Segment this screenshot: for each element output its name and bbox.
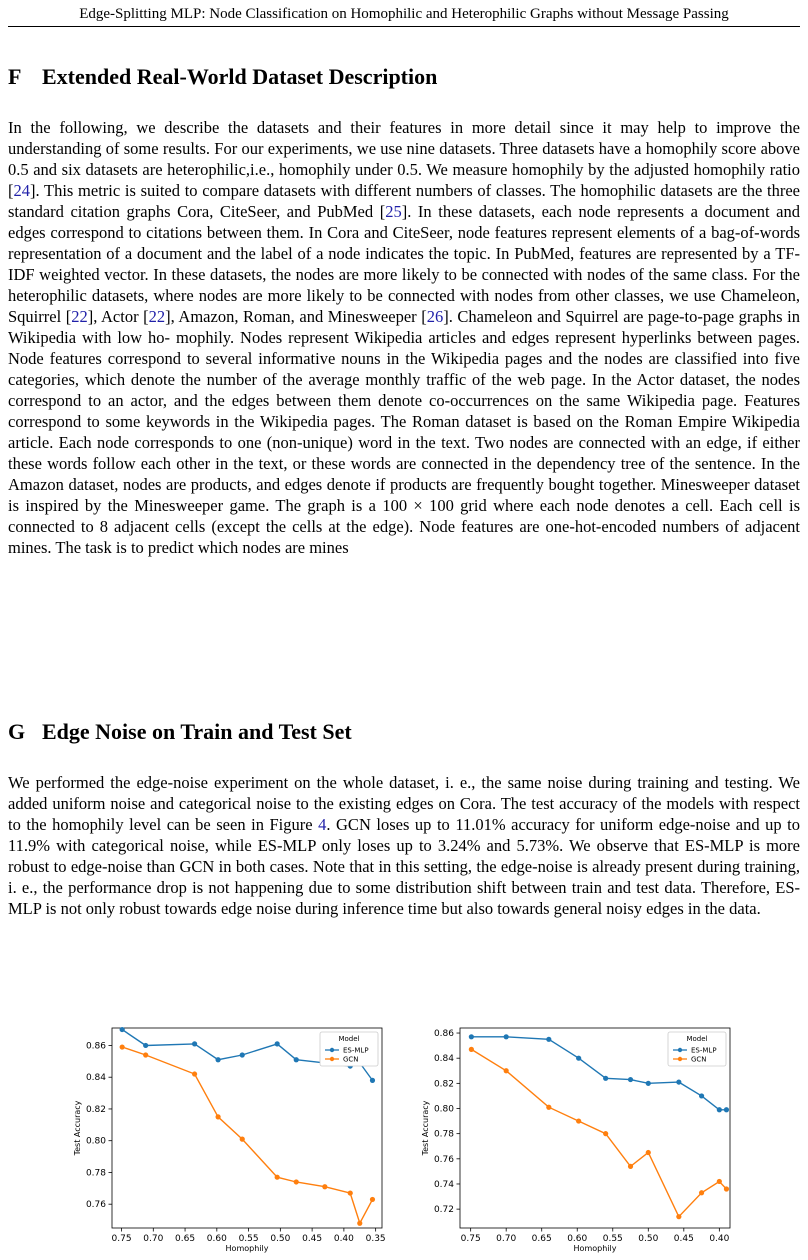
- x-tick-label: 0.50: [270, 1234, 291, 1244]
- x-tick-label: 0.50: [638, 1234, 659, 1244]
- data-point: [504, 1068, 509, 1073]
- data-point: [724, 1186, 729, 1191]
- y-tick-label: 0.82: [85, 1104, 106, 1115]
- data-point: [504, 1034, 509, 1039]
- series-line: [122, 1047, 372, 1223]
- y-tick-label: 0.78: [85, 1168, 106, 1179]
- data-point: [275, 1041, 280, 1046]
- x-tick-label: 0.40: [709, 1234, 730, 1244]
- y-axis-label: Test Accuracy: [73, 1100, 82, 1156]
- x-tick-label: 0.35: [365, 1234, 386, 1244]
- y-tick-label: 0.72: [433, 1205, 454, 1216]
- data-point: [628, 1164, 633, 1169]
- data-point: [215, 1057, 220, 1062]
- x-tick-label: 0.55: [602, 1234, 623, 1244]
- text-run: In the following, we describe the datasets and their features in more detail since it may help to improve the understanding of some results. For our experiments, we use nine datasets. Three datasets have a homophily score above 0.5 and six datasets are heterophilic,i.e., homophily under 0.5. We measure homophily by the adjusted homophily ratio: [8, 118, 800, 179]
- data-point: [603, 1076, 608, 1081]
- data-point: [357, 1221, 362, 1226]
- y-tick-label: 0.84: [433, 1054, 454, 1065]
- section-g-heading: [8, 718, 352, 746]
- y-tick-label: 0.74: [433, 1179, 454, 1190]
- x-axis-label: Homophily: [573, 1244, 617, 1253]
- data-point: [576, 1118, 581, 1123]
- section-f-title: Extended Real-World Dataset Description: [42, 64, 438, 89]
- y-tick-label: 0.78: [433, 1129, 454, 1140]
- legend-entry: ES-MLP: [343, 1046, 369, 1055]
- data-point: [699, 1190, 704, 1195]
- x-tick-label: 0.45: [673, 1234, 694, 1244]
- section-f-heading: [8, 63, 437, 91]
- y-tick-label: 0.86: [433, 1029, 454, 1040]
- section-f-paragraph: In the following, we describe the datasets and their features in more detail since it may help to improve the understanding of some results. For our experiments, we use nine datasets. Three datasets have a homophily score above 0.5 and six datasets are heterophilic,i.e., homophily under 0.5. We measure homophily by the adjusted homophily ratio [24]. This metric is suited to compare datasets with different numbers of classes. The homophilic datasets are the three standard citation graphs Cora, CiteSeer, and PubMed [25]. In these datasets, each node represents a document and edges correspond to citations between them. In Cora and CiteSeer, node features represent elements of a bag-of-words representation of a document and the label of a node indicates the topic. In PubMed, features are represented by a TF-IDF weighted vector. In these datasets, the nodes are more likely to be connected with nodes of the same class. For the heterophilic datasets, where nodes are more likely to be connected with nodes from other classes, we use Chameleon, Squirrel [22], Actor [22], Amazon, Roman, and Minesweeper [26]. Chameleon and Squirrel are page-to-page graphs in Wikipedia with low ho- mophily. Nodes represent Wikipedia articles and edges represent hyperlinks between pages. Node features correspond to several informative nouns in the Wikipedia pages and the nodes are classified into five categories, which denote the number of the average monthly traffic of the web page. In the Actor dataset, the nodes correspond to an actor, and the edges between them denote co-occurrences on the same Wikipedia page. Features correspond to some keywords in the Wikipedia pages. The Roman dataset is based on the Roman Empire Wikipedia article. Each node corresponds to one (non-unique) word in the text. Two nodes are connected with an edge, if either these words follow each other in the text, or these words are connected in the dependency tree of the sentence. In the Amazon dataset, nodes are products, and edges denote if products are frequently bought together. Minesweeper dataset is inspired by the Minesweeper game. The graph is a 100 × 100 grid where each node denotes a cell. Each cell is connected to 8 adjacent cells (except the cells at the edge). Node features are one-hot-encoded numbers of adjacent mines. The task is to predict which nodes are mines: [8, 118, 800, 557]
- y-tick-label: 0.82: [433, 1079, 454, 1090]
- citation-link[interactable]: 22: [71, 307, 88, 326]
- data-point: [275, 1175, 280, 1180]
- y-tick-label: 0.80: [85, 1136, 106, 1147]
- data-point: [628, 1077, 633, 1082]
- data-point: [576, 1056, 581, 1061]
- legend-entry: GCN: [691, 1055, 707, 1064]
- data-point: [646, 1081, 651, 1086]
- y-tick-label: 0.76: [433, 1154, 454, 1165]
- figure-reference-link[interactable]: 4: [318, 815, 327, 834]
- data-point: [370, 1078, 375, 1083]
- legend-marker: [330, 1048, 334, 1052]
- citation-link[interactable]: 25: [385, 202, 402, 221]
- data-point: [469, 1047, 474, 1052]
- data-point: [294, 1057, 299, 1062]
- y-tick-label: 0.86: [85, 1041, 106, 1052]
- text-run: , Amazon, Roman, and Minesweeper: [170, 307, 422, 326]
- data-point: [717, 1107, 722, 1112]
- text-run: . Chameleon and Squirrel are page-to-page graphs in Wikipedia with low ho- mophily. Nodes represent Wikipedia articles and edges represent hyperlinks between pages. Node features correspond to several informative nouns in the Wikipedia pages and the nodes are classified into five categories, which denote the number of the average monthly traffic of the web page. In the Actor dataset, the nodes correspond to an actor, and the edges between them denote co-occurrences on the same Wikipedia page. Features correspond to some keywords in the Wikipedia pages. The Roman dataset is based on the Roman Empire Wikipedia article. Each node corresponds to one (non-unique) word in the text. Two nodes are connected with an edge, if either these words follow each other in the text, or these words are connected in the dependency tree of the sentence. In the Amazon dataset, nodes are products, and edges denote if products are frequently bought together. Minesweeper dataset is inspired by the Minesweeper game. The graph is a 100 × 100 grid where each node denotes a cell. Each cell is connected to 8 adjacent cells (except the cells at the edge). Node features are one-hot-encoded numbers of adjacent mines. The task is to predict which nodes are mines: [8, 307, 800, 557]
- data-point: [143, 1043, 148, 1048]
- data-point: [348, 1190, 353, 1195]
- x-tick-label: 0.45: [302, 1234, 323, 1244]
- data-point: [240, 1052, 245, 1057]
- x-tick-label: 0.70: [143, 1234, 164, 1244]
- data-point: [143, 1052, 148, 1057]
- citation-link[interactable]: 24: [13, 181, 30, 200]
- figure-left: [70, 1025, 390, 1260]
- data-point: [294, 1179, 299, 1184]
- legend-title: Model: [686, 1035, 708, 1043]
- data-point: [322, 1184, 327, 1189]
- x-tick-label: 0.55: [238, 1234, 259, 1244]
- header-rule: [8, 26, 800, 27]
- section-g-title: Edge Noise on Train and Test Set: [42, 719, 352, 744]
- data-point: [724, 1107, 729, 1112]
- citation-link[interactable]: 22: [148, 307, 166, 326]
- section-g-number: G: [8, 719, 26, 744]
- y-tick-label: 0.76: [85, 1200, 106, 1211]
- series-line: [471, 1046, 726, 1216]
- x-tick-label: 0.70: [496, 1234, 517, 1244]
- data-point: [699, 1093, 704, 1098]
- y-axis-label: Test Accuracy: [421, 1100, 430, 1156]
- data-point: [469, 1034, 474, 1039]
- data-point: [676, 1214, 681, 1219]
- section-f-number: F: [8, 64, 22, 89]
- figure-right: [418, 1025, 738, 1260]
- data-point: [546, 1037, 551, 1042]
- data-point: [192, 1071, 197, 1076]
- accuracy-chart-categorical: [418, 1025, 738, 1255]
- text-run: , Actor: [93, 307, 144, 326]
- data-point: [240, 1137, 245, 1142]
- data-point: [192, 1041, 197, 1046]
- x-axis-label: Homophily: [225, 1244, 269, 1253]
- x-tick-label: 0.75: [460, 1234, 481, 1244]
- x-tick-label: 0.40: [333, 1234, 354, 1244]
- x-tick-label: 0.65: [531, 1234, 552, 1244]
- x-tick-label: 0.60: [567, 1234, 588, 1244]
- data-point: [215, 1114, 220, 1119]
- legend-marker: [330, 1057, 334, 1061]
- data-point: [546, 1105, 551, 1110]
- x-tick-label: 0.65: [175, 1234, 196, 1244]
- y-tick-label: 0.84: [85, 1073, 106, 1084]
- data-point: [717, 1179, 722, 1184]
- running-header: Edge-Splitting MLP: Node Classification on Homophilic and Heterophilic Graphs without Message Passing: [79, 6, 729, 22]
- data-point: [120, 1044, 125, 1049]
- text-run: . This metric is suited to compare datasets with different numbers of classes. The homophilic datasets are the three standard citation graphs Cora, CiteSeer, and PubMed: [8, 181, 800, 221]
- data-point: [603, 1131, 608, 1136]
- text-run: . GCN loses up to 11.01% accuracy for uniform edge-noise and up to 11.9% with categorical noise, while ES-MLP only loses up to 3.24% and 5.73%. We observe that ES-MLP is more robust to edge-noise than GCN in both cases. Note that in this setting, the edge-noise is already present during training, i. e., the performance drop is not happening due to some distribution shift between train and test data. Therefore, ES-MLP is not only robust towards edge noise during inference time but also towards general noisy edges in the data.: [8, 815, 800, 918]
- legend-title: Model: [338, 1035, 360, 1043]
- legend-marker: [678, 1057, 682, 1061]
- x-tick-label: 0.75: [111, 1234, 132, 1244]
- data-point: [120, 1027, 125, 1032]
- legend-entry: GCN: [343, 1055, 359, 1064]
- accuracy-chart-uniform: [70, 1025, 390, 1255]
- section-g-paragraph: [8, 772, 800, 919]
- legend-entry: ES-MLP: [691, 1046, 717, 1055]
- data-point: [370, 1197, 375, 1202]
- text-run: . In these datasets, each node represents a document and edges correspond to citations between them. In Cora and CiteSeer, node features represent elements of a bag-of-words representation of a document and the label of a node indicates the topic. In PubMed, features are represented by a TF-IDF weighted vector. In these datasets, the nodes are more likely to be connected with nodes of the same class. For the heterophilic datasets, where nodes are more likely to be connected with nodes from other classes, we use Chameleon, Squirrel: [8, 202, 800, 326]
- data-point: [676, 1079, 681, 1084]
- data-point: [646, 1150, 651, 1155]
- citation-link[interactable]: 26: [426, 307, 444, 326]
- text-run: We performed the edge-noise experiment on the whole dataset, i. e., the same noise during training and testing. We added uniform noise and categorical noise to the existing edges on Cora. The test accuracy of the models with respect to the homophily level can be seen in Figure: [8, 773, 800, 834]
- x-tick-label: 0.60: [206, 1234, 227, 1244]
- legend-marker: [678, 1048, 682, 1052]
- y-tick-label: 0.80: [433, 1104, 454, 1115]
